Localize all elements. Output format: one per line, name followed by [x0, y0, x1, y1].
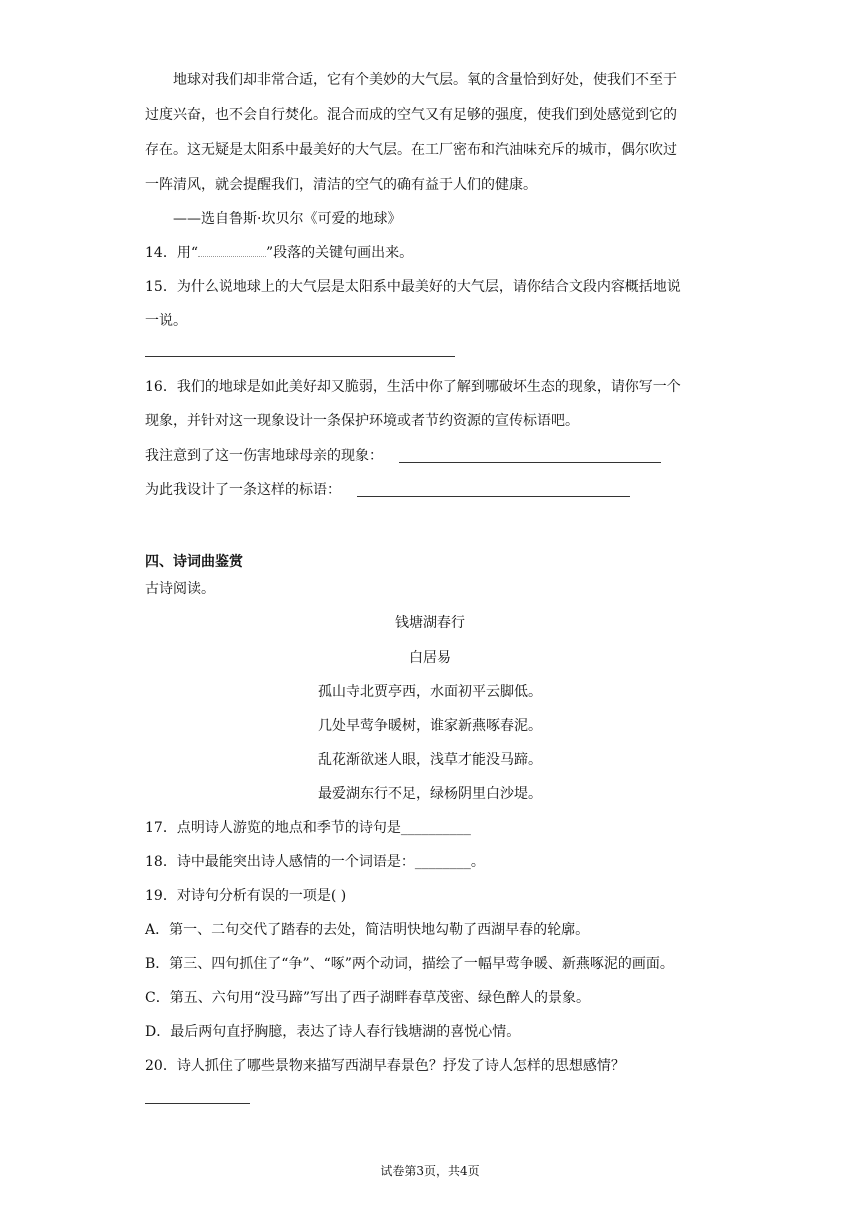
- poem-line: 乱花渐欲迷人眼，浅草才能没马蹄。: [318, 752, 542, 768]
- page-footer: 试卷第3页，共4页: [380, 1164, 480, 1178]
- passage-line: 存在。这无疑是太阳系中最美好的大气层。在工厂密布和汽油味充斥的城市，偶尔吹过: [145, 142, 677, 158]
- question-14: [145, 243, 413, 263]
- question-16-prompt1: 我注意到了这一伤害地球母亲的现象：: [145, 448, 383, 464]
- question-15-line2: 一说。: [145, 313, 187, 329]
- section-intro: 古诗阅读。: [145, 581, 215, 597]
- poem-author: 白居易: [409, 650, 451, 666]
- passage-line: 过度兴奋，也不会自行焚化。混合而成的空气又有足够的强度，使我们到处感觉到它的: [145, 107, 677, 123]
- poem-line: 最爱湖东行不足，绿杨阴里白沙堤。: [318, 786, 542, 802]
- passage-line: 一阵清风，就会提醒我们，清洁的空气的确有益于人们的健康。: [145, 177, 537, 193]
- option-c[interactable]: C．第五、六句用“没马蹄”写出了西子湖畔春草茂密、绿色醉人的景象。: [145, 990, 591, 1006]
- poem-title: 钱塘湖春行: [395, 615, 465, 631]
- question-19: 19．对诗句分析有误的一项是( ): [145, 888, 347, 904]
- question-20: 20．诗人抓住了哪些景物来描写西湖早春景色？抒发了诗人怎样的思想感情？: [145, 1058, 625, 1074]
- answer-line-20[interactable]: [145, 1103, 250, 1104]
- question-16-line1: 16．我们的地球是如此美好却又脆弱，生活中你了解到哪破坏生态的现象，请你写一个: [145, 379, 681, 395]
- option-b[interactable]: B．第三、四句抓住了“争”、“啄”两个动词，描绘了一幅早莺争暖、新燕啄泥的画面。: [145, 956, 674, 972]
- poem-line: 几处早莺争暖树，谁家新燕啄春泥。: [318, 718, 542, 734]
- answer-line-16a[interactable]: [399, 462, 661, 463]
- answer-line-15[interactable]: [145, 356, 455, 357]
- passage-source: ——选自鲁斯·坎贝尔《可爱的地球》: [173, 211, 402, 227]
- option-a[interactable]: A．第一、二句交代了踏春的去处，简洁明快地勾勒了西湖早春的轮廓。: [145, 922, 590, 938]
- q14-blank[interactable]: [198, 244, 266, 257]
- answer-line-16b[interactable]: [357, 496, 630, 497]
- q14-text-before: 14．用“: [145, 245, 198, 261]
- question-18: 18．诗中最能突出诗人感情的一个词语是：________。: [145, 854, 485, 870]
- q14-text-after: ”段落的关键句画出来。: [265, 245, 414, 261]
- question-17: 17．点明诗人游览的地点和季节的诗句是__________: [145, 820, 471, 836]
- option-d[interactable]: D．最后两句直抒胸臆，表达了诗人春行钱塘湖的喜悦心情。: [145, 1024, 521, 1040]
- question-15-line1: 15．为什么说地球上的大气层是太阳系中最美好的大气层，请你结合文段内容概括地说: [145, 279, 681, 295]
- question-16-line2: 现象，并针对这一现象设计一条保护环境或者节约资源的宣传标语吧。: [145, 413, 579, 429]
- question-16-prompt2: 为此我设计了一条这样的标语：: [145, 482, 341, 498]
- poem-line: 孤山寺北贾亭西，水面初平云脚低。: [318, 684, 542, 700]
- section-heading: 四、诗词曲鉴赏: [145, 554, 243, 570]
- passage-line: 地球对我们却非常合适，它有个美妙的大气层。氧的含量恰到好处，使我们不至于: [173, 72, 677, 88]
